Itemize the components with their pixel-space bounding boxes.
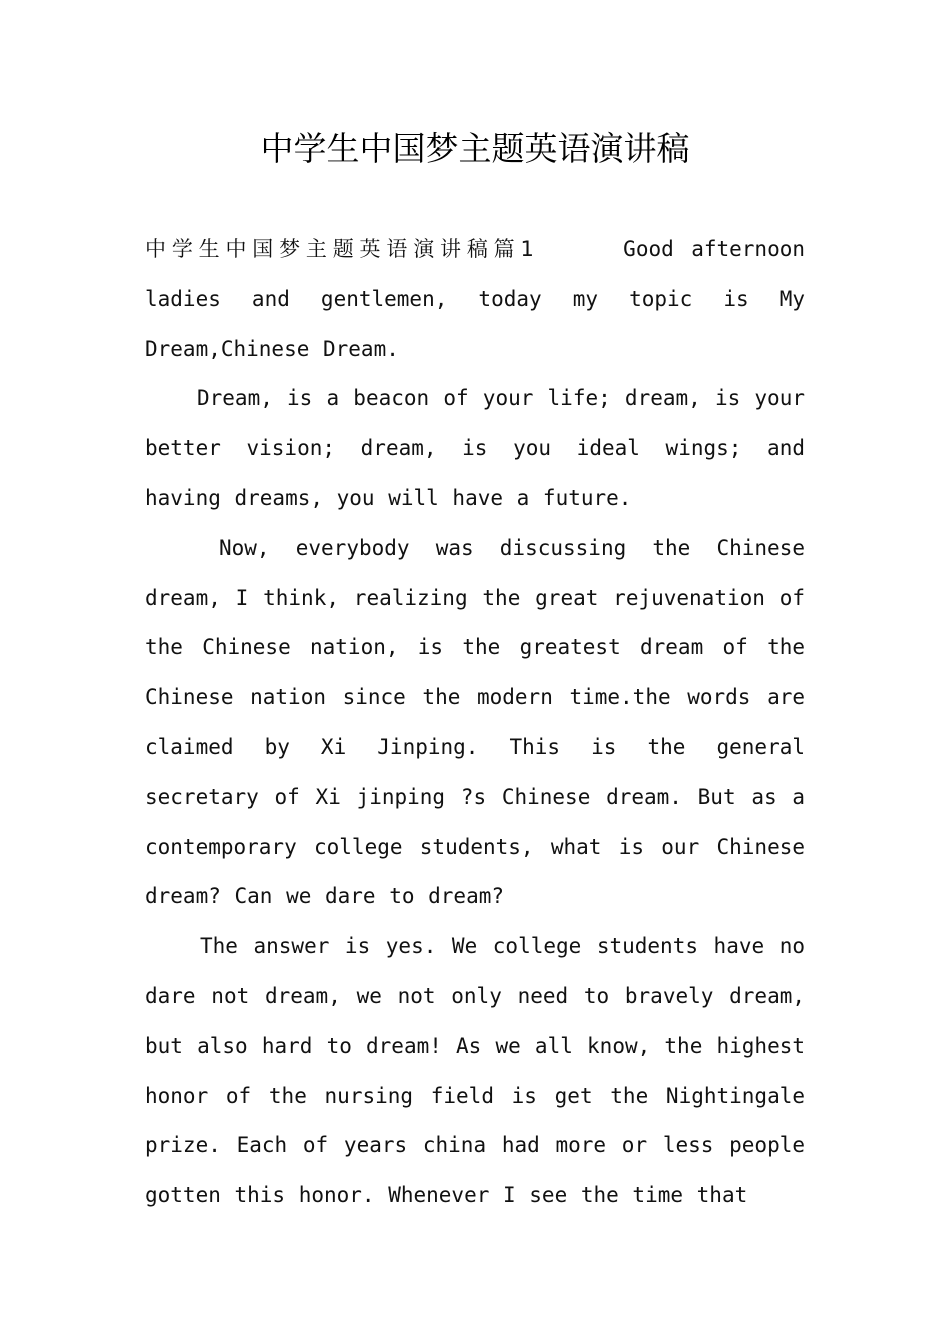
paragraph-3: Now, everybody was discussing the Chinese dream, I think, realizing the great rejuvenation of the Chinese nation, is the greatest dream of the Chinese nation since the modern time.the words are claimed by Xi Jinping. This is the general secretary of Xi jinping ?s Chinese dream. But as a contemporary college students, what is our Chinese dream? Can we dare to dream? [145,535,805,909]
section-heading: 中学生中国梦主题英语演讲稿篇1 [145,237,536,261]
document-title: 中学生中国梦主题英语演讲稿 [260,129,690,168]
document-body [145,225,805,1221]
paragraph-4: The answer is yes. We college students have no dare not dream, we not only need to bravely dream, but also hard to dream! As we all know, the highest honor of the nursing field is get the Nightingale prize. Each of years china had more or less people gotten this honor. Whenever I see the time that [145,934,805,1208]
paragraph-2: Dream, is a beacon of your life; dream, is your better vision; dream, is you ideal wings; and having dreams, you will have a future. [145,386,805,510]
opening-paragraph [145,225,805,374]
paragraph-1-text: Good afternoon ladies and gentlemen, today my topic is My Dream,Chinese Dream. [145,237,805,361]
